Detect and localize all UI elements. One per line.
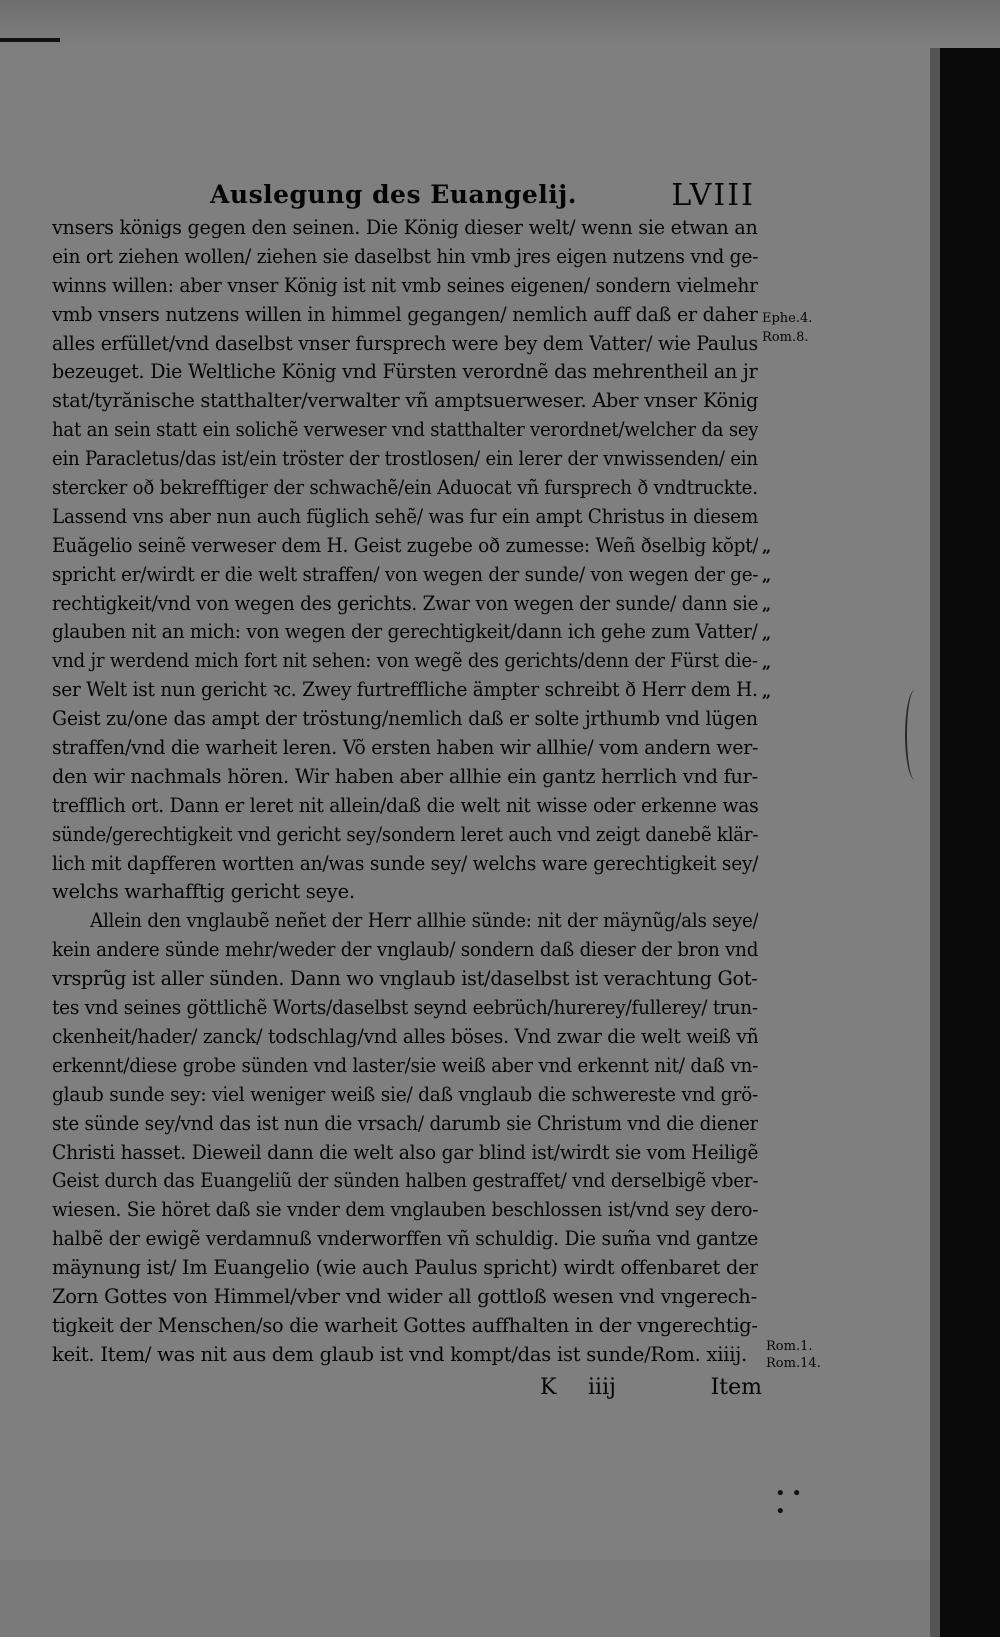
- text-line: Lassend vns aber nun auch füglich sehẽ/ was fur ein ampt Christus in diesem: [52, 504, 758, 528]
- text-line: Geist zu/one das ampt der tröstung/nemlich daß er solte jrthumb vnd lügen: [52, 707, 758, 731]
- text-line: sünde/gerechtigkeit vnd gericht sey/sondern leret auch vnd zeigt danebẽ klär-: [52, 822, 758, 846]
- text-line: ste sünde sey/vnd das ist nun die vrsach/ darumb sie Christum vnd die diener: [52, 1111, 758, 1135]
- spine-edge: [930, 48, 940, 1637]
- marginal-reference: Rom.14.: [766, 1356, 821, 1371]
- paragraph-first-line: Allein den vnglaubẽ neñet der Herr allhie sünde: nit der mäynũg/als seye/: [90, 909, 758, 933]
- text-line: winns willen: aber vnser König ist nit vmb seines eigenen/ sondern vielmehr: [52, 273, 758, 297]
- text-line: straffen/vnd die warheit leren. Võ ersten haben wir allhie/ vom andern wer-: [52, 736, 758, 760]
- text-line: mäynung ist/ Im Euangelio (wie auch Paulus spricht) wirdt offenbaret der: [52, 1256, 758, 1280]
- text-line: Geist durch das Euangeliũ der sünden halben gestraffet/ vnd derselbigẽ vber-: [52, 1169, 758, 1193]
- text-line: keit. Item/ was nit aus dem glaub ist vnd kompt/das ist sunde/Rom. xiiij.: [52, 1342, 747, 1366]
- text-line: erkennt/diese grobe sünden vnd laster/sie weiß aber vnd erkennt nit/ daß vn-: [52, 1053, 758, 1077]
- text-line: stercker oð bekrefftiger der schwachẽ/ein Aduocat vñ fursprech ð vndtruckte.: [52, 476, 758, 500]
- folio-number: LVIII: [671, 178, 755, 213]
- quotation-mark: „: [762, 624, 772, 643]
- quotation-mark: „: [762, 566, 772, 585]
- text-line: bezeuget. Die Weltliche König vnd Fürsten verordnẽ das mehrentheil an jr: [52, 360, 758, 384]
- text-line: Zorn Gottes von Himmel/vber vnd wider all gottloß wesen vnd vngerech-: [52, 1284, 757, 1308]
- marginal-reference: Ephe.4.: [762, 311, 813, 326]
- text-line: stat/tyrănische statthalter/verwalter vñ amptsuerweser. Aber vnser König: [52, 389, 758, 413]
- text-line: welchs warhafftig gericht seye.: [52, 880, 355, 904]
- text-line: hat an sein statt ein solichẽ verweser vnd statthalter verordnet/welcher da sey: [52, 418, 758, 442]
- body-text: [52, 214, 758, 1370]
- quotation-mark: „: [762, 653, 772, 672]
- text-line: trefflich ort. Dann er leret nit allein/daß die welt nit wisse oder erkenne was: [52, 793, 758, 817]
- text-line: ein ort ziehen wollen/ ziehen sie daselbst hin vmb jres eigen nutzens vnd ge-: [52, 244, 758, 268]
- text-line: ckenheit/hader/ zanck/ todschlag/vnd alles böses. Vnd zwar die welt weiß vñ: [52, 1024, 758, 1048]
- text-line: tes vnd seines göttlichẽ Worts/daselbst seynd eebrüch/hurerey/fullerey/ trun-: [52, 996, 758, 1020]
- catchword: Item: [710, 1375, 762, 1400]
- marginal-reference: Rom.1.: [766, 1339, 813, 1354]
- text-line: ser Welt ist nun gericht ꝛc. Zwey furtreffliche ämpter schreibt ð Herr dem H.: [52, 678, 758, 702]
- text-line: ein Paracletus/das ist/ein tröster der trostlosen/ ein lerer der vnwissenden/ ein: [52, 447, 758, 471]
- book-spine-shadow: [930, 48, 1000, 1637]
- signature-mark: K: [540, 1375, 557, 1400]
- text-line: alles erfüllet/vnd daselbst vnser fursprech were bey dem Vatter/ wie Paulus: [52, 331, 758, 355]
- quotation-mark: „: [762, 682, 772, 701]
- text-line: tigkeit der Menschen/so die warheit Gottes auffhalten in der vngerechtig-: [52, 1313, 758, 1337]
- signature-number: iiij: [588, 1375, 616, 1400]
- text-line: glaub sunde sey: viel weniger weiß sie/ daß vnglaub die schwereste vnd grö-: [52, 1082, 758, 1106]
- page-footer-catchline: [540, 1375, 762, 1405]
- quotation-mark: „: [762, 595, 772, 614]
- marginal-reference: Rom.8.: [762, 330, 809, 345]
- text-line: vrsprũg ist aller sünden. Dann wo vnglaub ist/daselbst ist verachtung Got-: [52, 967, 758, 991]
- text-line: vnsers königs gegen den seinen. Die König dieser welt/ wenn sie etwan an: [52, 216, 758, 239]
- text-line: Euăgelio seinẽ verweser dem H. Geist zugebe oð zumesse: Weñ ðselbig kŏpt/: [52, 533, 758, 557]
- text-line: vnd jr werdend mich fort nit sehen: von wegẽ des gerichts/denn der Fürst die-: [52, 649, 758, 673]
- text-line: spricht er/wirdt er die welt straffen/ von wegen der sunde/ von wegen der ge-: [52, 562, 758, 586]
- text-line: den wir nachmals hören. Wir haben aber allhie ein gantz herrlich vnd fur-: [52, 764, 758, 788]
- quotation-mark: „: [762, 537, 772, 556]
- text-line: glauben nit an mich: von wegen der gerechtigkeit/dann ich gehe zum Vatter/: [52, 620, 758, 644]
- text-line: kein andere sünde mehr/weder der vnglaub/ sondern daß dieser der bron vnd: [52, 938, 758, 962]
- text-line: rechtigkeit/vnd von wegen des gerichts. Zwar von wegen der sunde/ dann sie: [52, 591, 758, 615]
- text-line: halbẽ der ewigẽ verdamnuß vnderworffen vñ schuldig. Die sum̃a vnd gantze: [52, 1227, 758, 1251]
- text-line: wiesen. Sie höret daß sie vnder dem vnglauben beschlossen ist/vnd sey dero-: [52, 1198, 758, 1222]
- text-line: lich mit dapfferen wortten an/was sunde sey/ welchs ware gerechtigkeit sey/: [52, 851, 758, 875]
- text-line: Christi hasset. Dieweil dann die welt also gar blind ist/wirdt sie vom Heiligẽ: [52, 1140, 758, 1164]
- text-line: vmb vnsers nutzens willen in himmel gegangen/ nemlich auff daß er daher: [52, 302, 758, 326]
- ink-speckles: • • •: [775, 1483, 802, 1522]
- running-head-title: Auslegung des Euangelij.: [210, 180, 577, 209]
